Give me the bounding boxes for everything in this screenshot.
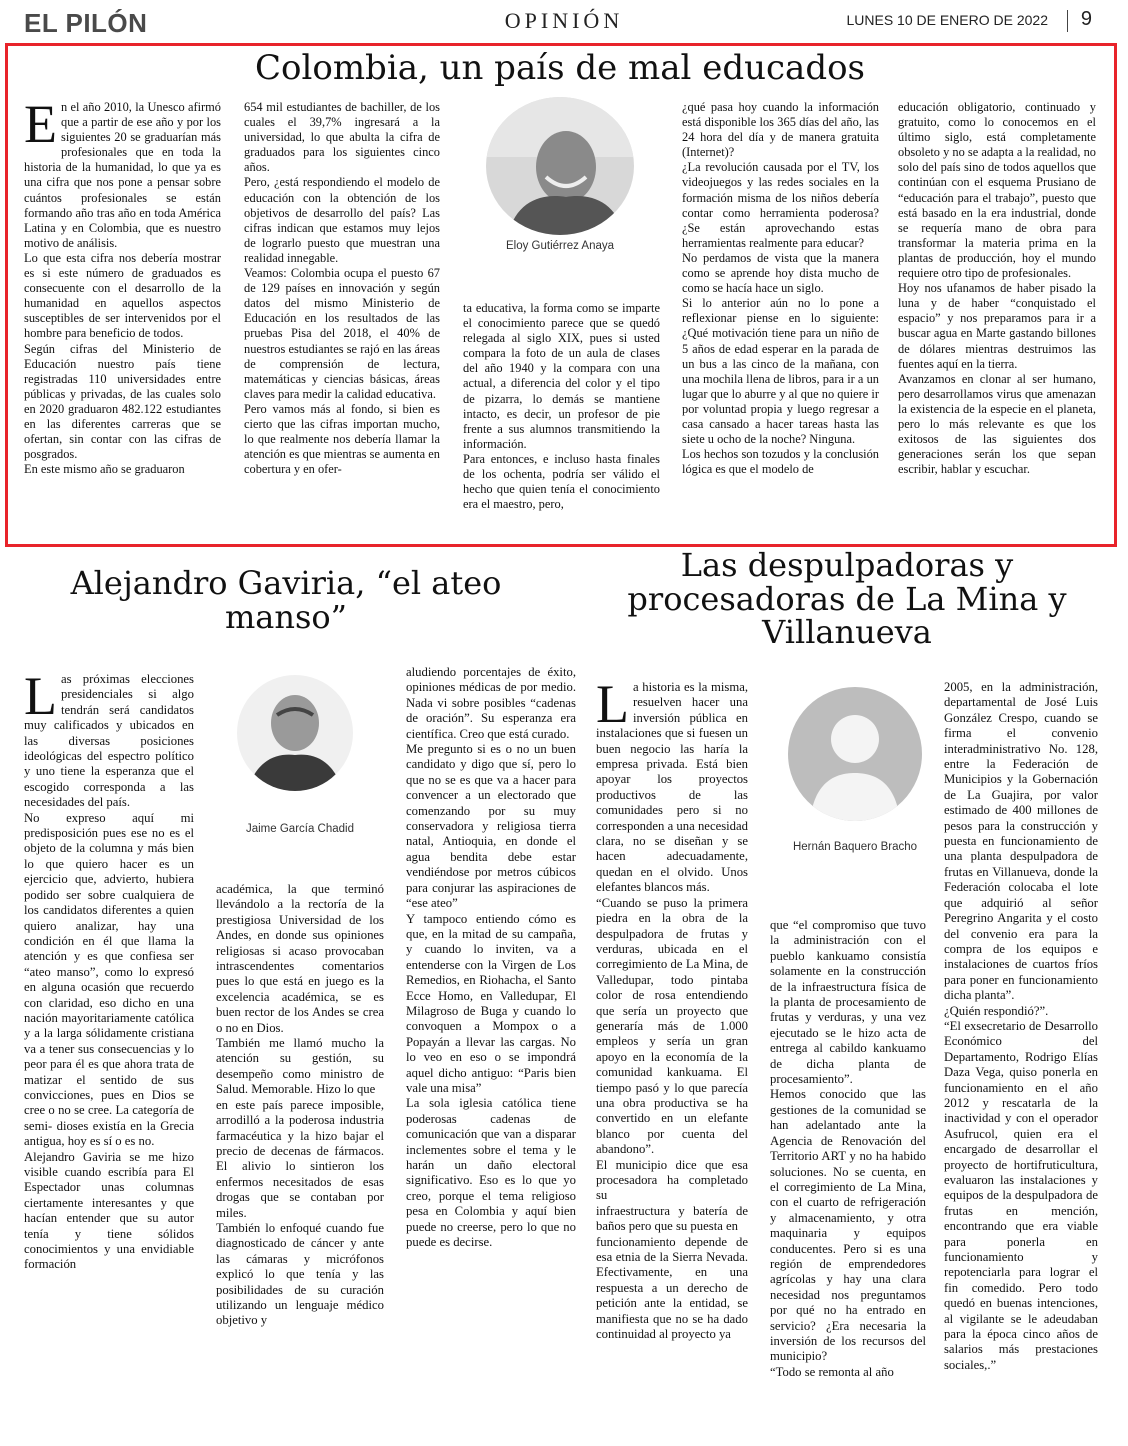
issue-date: LUNES 10 DE ENERO DE 2022 [846,12,1048,28]
author-photo [237,675,353,791]
article-column [944,680,1098,1432]
paragraph: 2005, en la administración, departamental de José Luis González Crespo, cuando se firma el convenio interadministrativo No. 128, entre la Federación de Municipios y la Gobernación de La Guajira, por valor estimado de 400 millones de pesos para la construcción y puesta en funcionamiento de una planta despulpadora de frutas en Villanueva, donde la Federación colocaba el lote que adquirió al señor Peregrino Angarita y el costo del convenio era para la compra de los equipos e instalaciones de cuartos fríos para poner en funcionamiento dicha planta”. [944,680,1098,1003]
paragraph: 654 mil estudiantes de bachiller, de los cuales el 39,7% ingresará a la universidad, lo que abulta la cifra de graduados para los siguientes cinco años. [244,100,440,175]
paragraph: Hemos conocido que las gestiones de la comunidad se han adelantado ante la Agencia de Renovación del Territorio ART y no ha habido soluciones. No se cuenta, en el corregimiento de La Mina, con el cuarto de refrigeración y almacenamiento, y otra maquinaria y equipos conducentes. Pero si es una región de emprendedores agrícolas y hay una clara necesidad nos preguntamos por qué no ha entrado en servicio? ¿Era necesaria la inversión de los recursos del municipio? [770,1087,926,1364]
paragraph: “Cuando se puso la primera piedra en la obra de la despulpadora de frutas y verduras, ubicada en el corregimiento de La Mina, de Valledupar, todo pintaba color de rosa entendiendo que sería un proyecto que generaría más de 1.000 empleos y sería un gran apoyo en la economía de la comunidad kankuama. El tiempo pasó y lo que parecía una obra productiva se ha convertido en un elefante blanco por cuenta del abandono”. [596,895,748,1157]
paragraph: ¿La revolución causada por el TV, los videojuegos y las redes sociales en la formación misma de los niños debería contar como herramienta poderosa? ¿Se están aprovechando estas herramientas realmente para educar? [682,160,879,250]
author-photo [788,687,922,821]
page-header [0,0,1128,40]
newspaper-logo: EL PILÓN [24,8,148,38]
paragraph: funcionamiento depende de esa etnia de la Sierra Nevada. Efectivamente, en una respuesta a un derecho de petición ante la entidad, se manifiesta que no se ha dado continuidad al proyecto ya [596,1234,748,1342]
column-body [216,882,384,1329]
article-column [216,882,384,1432]
paragraph: El municipio dice que esa procesadora ha completado su [596,1157,748,1203]
column-body [898,100,1096,477]
drop-cap: L [24,672,57,726]
drop-cap: L [596,680,629,734]
column-body [682,100,879,477]
paragraph: que “el compromiso que tuvo la administración con el pueblo kankuamo consistía solamente en la construcción de la infraestructura física de la planta de procesamiento de frutas y verduras, y una vez ejecutado se le hizo acta de entrega al cabildo kankuamo de dicha planta de procesamiento”. [770,918,926,1087]
paragraph: Me pregunto si es o no un buen candidato y digo que sí, pero lo que no se es que va a hacer para convencer a un electorado que comenzando por su muy conservadora y religiosa tierra natal, Antioquia, en donde el agua bendita debe estar vendiéndose por metros cúbicos para conjurar las aspiraciones de “ese ateo” [406,742,576,911]
page-number: 9 [1080,8,1092,30]
paragraph: Veamos: Colombia ocupa el puesto 67 de 129 países en innovación y según datos del mismo Ministerio de Educación en los resultados de las pruebas Pisa del 2018, el 40% de nuestros estudiantes se rajó en las áreas de comprensión de lectura, matemáticas y ciencias básicas, áreas claves para medir la calidad educativa. [244,266,440,401]
paragraph: ¿qué pasa hoy cuando la información está disponible los 365 días del año, las 24 hora del día y de manera gratuita (Internet)? [682,100,879,160]
author-name: Jaime García Chadid [245,823,355,835]
paragraph: académica, la que terminó llevándolo a la rectoría de la prestigiosa Universidad de los Andes, en donde sus opiniones religiosas si acaso provocaban intrascendentes comentarios pues lo que está en juego es la excelencia académica, se es buen rector de los Andes se crea o no en Dios. [216,882,384,1035]
article-column [682,100,879,524]
section-title: OPINIÓN [504,8,624,33]
column-body [596,680,748,1342]
article-column [24,672,194,1432]
column-body [944,680,1098,1373]
paragraph: as próximas elecciones presidenciales si algo tendrán será candidatos muy calificados y ubicados en las diversas posiciones ideológicas del espectro político y uno tiene la esperanza que el escogido corresponda a las necesidades del país. [24,672,194,810]
article-column [463,301,660,525]
header-divider [1067,10,1068,32]
paragraph: educación obligatorio, continuado y gratuito, como lo conocemos en el último siglo, está completamente obsoleto y no se adapta a la realidad, no solo del país sino de todos aquellos que continúan con el esquema Prusiano de “educación para el trabajo”, puesto que está basado en la era industrial, donde se requería mano de obra para transformar la materia prima en la plantas de producción, hoy el mundo requiere otro tipo de profesionales. [898,100,1096,281]
paragraph: “Todo se remonta al año [770,1364,894,1379]
paragraph: Alejandro Gaviria se me hizo visible cuando escribía para El Espectador unas columnas ciertamente interesantes y que hacían entender que su autor tenía y tiene sólidos conocimientos y una envidiable formación [24,1149,194,1272]
paragraph: En este mismo año se graduaron [24,462,185,477]
paragraph: Para entonces, e incluso hasta finales de los ochenta, podría ser válido el hecho que quien tenía el conocimiento era el maestro, pero, [463,451,660,512]
paragraph: Pero vamos más al fondo, si bien es cierto que las cifras importan mucho, lo que realmente nos debería llamar la atención es que mientras se aumenta en cobertura y en ofer- [244,401,440,477]
paragraph: También lo enfoqué cuando fue diagnosticado de cáncer y ante las cámaras y micrófonos explicó lo que tenía y las posibilidades de su curación utilizando un lenguaje médico objetivo y [216,1220,384,1328]
paragraph: en este país parece imposible, arrodilló a la poderosa industria farmacéutica y la hizo bajar el precio de decenas de fármacos. El alivio lo sintieron los enfermos necesitados de esas drogas que se contaban por miles. [216,1097,384,1220]
author-photo [486,97,634,235]
article-column [596,680,748,1432]
paragraph: También me llamó mucho la atención su gestión, su desempeño como ministro de Salud. Memorable. Hizo lo que [216,1036,384,1097]
paragraph: a historia es la misma, resuelven hacer una inversión pública en instalaciones que si fuesen un buen negocio las haría la empresa privada. Está bien apoyar los proyectos productivos de las comunidades pero si no corresponden a una necesidad clara, no se diseñan y se hacen adecuadamente, quedan en el olvido. Unos elefantes blancos más. [596,680,748,895]
paragraph: No expreso aquí mi predisposición pues ese no es el objeto de la columna y más bien lo que quiero hacer es un ejercicio que, advierto, hubiera podido ser sobre cualquiera de los candidatos diferentes a quien quiero analizar, hay una condición en él que llama la atención y es que confiesa ser “ateo manso”, como lo expresó en alguna ocasión que recuerdo con claridad, eso dicho en una nación mayoritariamente católica y a la larga sólidamente cristiana va a tener sus consecuencias y lo peor para él es que ahora trata de matizar el sentido de sus convicciones, pues en Dios se cree o no se cree. La categoría de semi- dioses existía en la Grecia antigua, hoy es sí o es no. [24,810,194,1149]
paragraph: “El exsecretario de Desarrollo Económico del Departamento, Rodrigo Elías Daza Vega, quiso ponerla en funcionamiento en el año 2012 y rescatarla de la inactividad y con el operador Asufrucol, quien era el encargado de desarrollar el proyecto de hortifruticultura, evaluaron las instalaciones y equipos de la despulpadora de frutas en mención, encontrando que era viable para ponerla en funcionamiento y repotenciarla para lograr el fin comedido. Pero todo quedó en buenas intenciones, al vigilante se le adeudaban para la época cinco años de salarios más prestaciones sociales,.” [944,1018,1098,1372]
author-name: Hernán Baquero Bracho [792,841,918,853]
paragraph: Los hechos son tozudos y la conclusión lógica es que el modelo de [682,447,879,477]
paragraph: aludiendo porcentajes de éxito, opiniones médicas de por medio. Nada vi sobre posibles “cadenas de oración”. Su esperanza era científica. Creo que está curado. [406,665,576,741]
paragraph: Lo que esta cifra nos debería mostrar es si este número de graduados es consecuente con el desarrollo de la humanidad en aquellos aspectos susceptibles de ser intervenidos por el hombre para beneficio de todos. [24,250,221,341]
article-column [770,918,926,1432]
article-column [244,100,440,524]
article-title: Las despulpadoras y procesadoras de La Mina y Villanueva [627,546,1067,652]
column-body [24,672,194,1273]
article-title: Alejandro Gaviria, “el ateo manso” [70,564,502,636]
article-title: Colombia, un país de mal educados [254,48,866,88]
article-column [898,100,1096,524]
paragraph: Hoy nos ufanamos de haber pisado la luna y de haber “conquistado el espacio” y nos preparamos para ir a buscar agua en Marte gastando billones de dólares mientras destruimos las fuentes aquí en la tierra. [898,281,1096,371]
paragraph: n el año 2010, la Unesco afirmó que a partir de ese año y por los siguientes 20 se graduarían más profesionales que en toda la historia de la humanidad, lo que ya es una cifra que nos pone a pensar sobre cuántos profesionales se están formando año tras año en toda América Latina y en Colombia, que es nuestro motivo de análisis. [24,100,221,250]
paragraph: ta educativa, la forma como se imparte el conocimiento parece que se quedó relegada al siglo XIX, pues si usted compara la foto de un aula de clases del año 1940 y la compara con una actual, a diferencia del color y el tipo de pizarra, lo demás se mantiene intacto, es decir, un profesor de pie frente a sus alumnos transmitiendo la información. [463,301,660,451]
author-name: Eloy Gutiérrez Anaya [505,240,615,252]
paragraph: Avanzamos en clonar al ser humano, pero desarrollamos virus que amenazan la existencia de la especie en el planeta, pero lo más relevante es que los exitosos de las siguientes dos generaciones serán los que sepan escribir, hablar y escuchar. [898,371,1096,477]
paragraph: Y tampoco entiendo cómo es que, en la mitad de su campaña, y cuando lo inviten, va a entenderse con la Virgen de Los Remedios, en Riohacha, el Santo Ecce Homo, en Valledupar, El Milagroso de Buga y cuando lo convoquen a Mompox o a Popayán a llevar las cargas. No lo veo en eso o se impondrá aquel dicho antiguo: “Paris bien vale una misa” [406,911,576,1095]
paragraph: infraestructura y batería de baños pero que su puesta en [596,1203,748,1234]
column-body [463,301,660,512]
paragraph: La sola iglesia católica tiene poderosas cadenas de comunicación que van a disparar inclementes sobre el tema y le harán un daño electoral significativo. Eso es lo que yo creo, porque el tema religioso pesa en Colombia y aquí bien puede no creerse, pero lo que no puede es decirse. [406,1096,576,1250]
drop-cap: E [24,100,57,154]
paragraph: Si lo anterior aún no lo pone a reflexionar piense en lo siguiente: ¿Qué motivación tiene para un niño de 5 años de edad esperar en la parada de un bus a las cinco de la mañana, con una mochila llena de libros, para ir a un lugar que lo aburre y al que no quiere ir por voluntad propia y luego regresar a casa cansado a hacer tareas hasta las siete u ocho de la noche? Ninguna. [682,296,879,447]
column-body [406,665,576,1250]
article-column [24,100,221,524]
column-body [244,100,440,477]
paragraph: No perdamos de vista que la manera como se aprende hoy dista mucho de como se hacía hace un siglo. [682,250,879,296]
paragraph: Pero, ¿está respondiendo el modelo de educación con la obtención de los objetivos de desarrollo del país? Las cifras indican que estamos muy lejos de lograrlo puesto que muestran una realidad innegable. [244,175,440,265]
article-column [406,665,576,1432]
column-body [770,918,926,1380]
column-body [24,100,221,477]
paragraph: ¿Quién respondió?”. [944,1003,1049,1018]
paragraph: Según cifras del Ministerio de Educación nuestro país tiene registradas 110 universidades entre públicas y privadas, de las cuales solo en 2020 graduaron 482.122 estudiantes en las diferentes carreras que se ofertan, sin contar con las cifras de posgrados. [24,341,221,462]
